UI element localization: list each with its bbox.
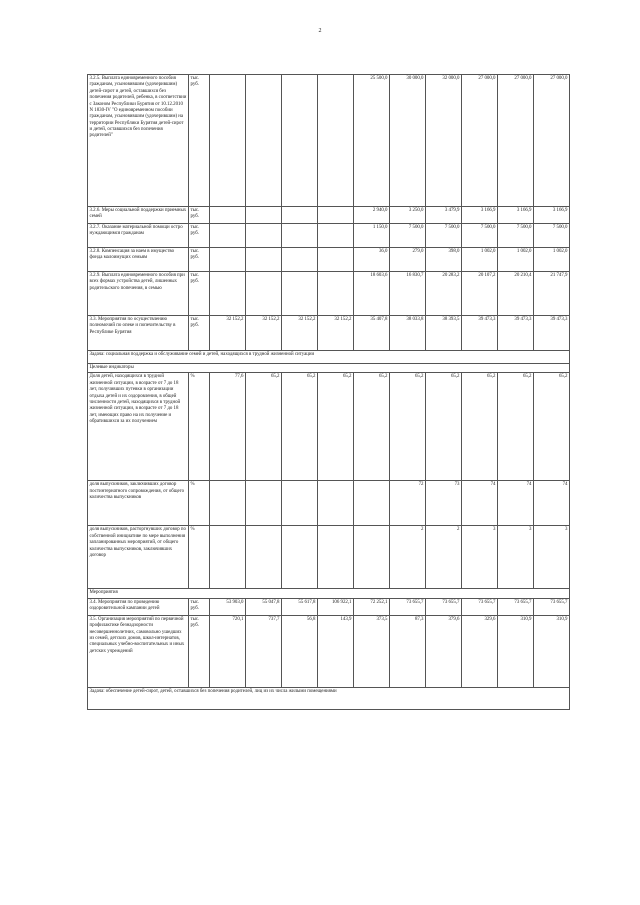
value-cell: 32 000,0 [426, 75, 462, 207]
value-cell: 65,2 [426, 373, 462, 481]
value-cell: 73 655,7 [426, 598, 462, 615]
indicator-name: Доля детей, находящихся в трудной жизненной ситуации, в возрасте от 7 до 18 лет, получивших путевки в организации отдыха детей и их оздоровления, в общей численности детей, находящихся в трудной жизненной ситуации, в возрасте от 7 до 18 лет, имеющих право на их получение и обратившихся за их получением [88, 373, 189, 481]
table-row [88, 75, 570, 207]
value-cell [354, 481, 390, 526]
value-cell [282, 224, 318, 248]
indicator-name: 3.5. Организация мероприятий по первичной профилактике безнадзорности несовершеннолетних, самовольно ушедших из семей, детских домов, школ-интернатов, специальных учебно-воспитательных и иных детских учреждений [88, 615, 189, 687]
value-cell: 73 655,7 [534, 598, 570, 615]
value-cell: 20 210,4 [498, 272, 534, 316]
indicator-name: 3.2.6. Меры социальной поддержки приемных семей [88, 207, 189, 224]
value-cell: 25 500,0 [354, 75, 390, 207]
table-row [88, 224, 570, 248]
indicator-name: 3.2.5. Выплата единовременного пособия гражданам, усыновившим (удочерившим) детей-сирот и детей, оставшихся без попечения родителей, ребенка, в соответствии с Законом Республики Бурятия от 10.12.2010 N 1830-IV "О единовременном пособии гражданам, усыновившим (удочерившим) на территории Республики Бурятия детей-сирот и детей, оставшихся без попечения родителей" [88, 75, 189, 207]
table-row [88, 615, 570, 687]
section-title: Целевые индикаторы [88, 364, 570, 373]
section-row [88, 687, 570, 709]
value-cell: 3 479,9 [426, 207, 462, 224]
value-cell: 18 603,6 [354, 272, 390, 316]
value-cell: 55 617,8 [282, 598, 318, 615]
unit: тыс. руб. [189, 615, 210, 687]
value-cell [246, 248, 282, 272]
table-row [88, 272, 570, 316]
value-cell: 7 500,0 [534, 224, 570, 248]
value-cell [246, 207, 282, 224]
indicator-name: 3.2.9. Выплата единовременного пособия при всех формах устройства детей, лишенных родительского попечения, в семью [88, 272, 189, 316]
value-cell: 3 [534, 526, 570, 589]
value-cell: 7 500,0 [498, 224, 534, 248]
section-row [88, 589, 570, 598]
value-cell [318, 272, 354, 316]
value-cell: 3 250,0 [390, 207, 426, 224]
unit: % [189, 481, 210, 526]
value-cell: 3 [462, 526, 498, 589]
value-cell [246, 75, 282, 207]
value-cell [210, 526, 246, 589]
value-cell: 1 002,0 [534, 248, 570, 272]
table-row [88, 598, 570, 615]
value-cell: 32 152,2 [246, 316, 282, 351]
section-title: Задача: обеспечение детей-сирот, детей, оставшихся без попечения родителей, лиц из их числа жилыми помещениями [88, 687, 570, 709]
section-title: Мероприятия [88, 589, 570, 598]
value-cell: 73 [426, 481, 462, 526]
value-cell: 3 166,9 [534, 207, 570, 224]
value-cell: 39 473,3 [498, 316, 534, 351]
unit: % [189, 526, 210, 589]
value-cell: 3 166,9 [498, 207, 534, 224]
table-row [88, 526, 570, 589]
value-cell [210, 272, 246, 316]
value-cell [318, 481, 354, 526]
value-cell: 3 [498, 526, 534, 589]
value-cell: 30 000,0 [390, 75, 426, 207]
indicator-name: 3.2.8. Компенсация за наем в имущество фонда малоимущих семьям [88, 248, 189, 272]
value-cell [210, 207, 246, 224]
value-cell: 106 922,1 [318, 598, 354, 615]
value-cell [210, 248, 246, 272]
value-cell: 21 747,9 [534, 272, 570, 316]
value-cell: 65,2 [534, 373, 570, 481]
value-cell: 32 152,2 [282, 316, 318, 351]
value-cell: 143,9 [318, 615, 354, 687]
value-cell [318, 224, 354, 248]
value-cell: 55 047,8 [246, 598, 282, 615]
indicator-name: 3.2.7. Оказание материальной помощи остро нуждающимся гражданам [88, 224, 189, 248]
program-table [87, 74, 570, 710]
value-cell: 32 152,2 [210, 316, 246, 351]
value-cell: 310,9 [498, 615, 534, 687]
unit: тыс. руб. [189, 207, 210, 224]
value-cell [318, 75, 354, 207]
value-cell: 77,6 [210, 373, 246, 481]
value-cell: 38 033,8 [390, 316, 426, 351]
value-cell: 2 [390, 526, 426, 589]
value-cell: 2 [426, 526, 462, 589]
value-cell [246, 526, 282, 589]
section-row [88, 364, 570, 373]
unit: тыс. руб. [189, 598, 210, 615]
value-cell: 65,2 [462, 373, 498, 481]
unit: % [189, 373, 210, 481]
table-row [88, 481, 570, 526]
value-cell: 65,2 [498, 373, 534, 481]
indicator-name: 3.4. Мероприятия по проведению оздоровительной кампании детей [88, 598, 189, 615]
value-cell: 20 283,2 [426, 272, 462, 316]
value-cell: 53 903,0 [210, 598, 246, 615]
value-cell: 39 473,3 [462, 316, 498, 351]
value-cell [246, 224, 282, 248]
value-cell: 373,5 [354, 615, 390, 687]
unit: тыс. руб. [189, 75, 210, 207]
value-cell: 7 500,0 [462, 224, 498, 248]
table-row [88, 316, 570, 351]
value-cell: 16 830,7 [390, 272, 426, 316]
value-cell: 74 [534, 481, 570, 526]
value-cell: 1 002,0 [498, 248, 534, 272]
value-cell: 65,2 [390, 373, 426, 481]
value-cell [210, 481, 246, 526]
value-cell: 38 393,5 [426, 316, 462, 351]
unit: тыс. руб. [189, 272, 210, 316]
value-cell: 35 407,8 [354, 316, 390, 351]
value-cell: 87,3 [390, 615, 426, 687]
unit: тыс. руб. [189, 316, 210, 351]
value-cell: 20 107,2 [462, 272, 498, 316]
value-cell: 65,2 [246, 373, 282, 481]
value-cell [354, 526, 390, 589]
value-cell: 32 152,2 [318, 316, 354, 351]
unit: тыс. руб. [189, 248, 210, 272]
value-cell: 73 655,7 [390, 598, 426, 615]
table-row [88, 248, 570, 272]
value-cell: 72 252,1 [354, 598, 390, 615]
value-cell: 74 [498, 481, 534, 526]
value-cell: 27 000,0 [498, 75, 534, 207]
value-cell: 279,0 [390, 248, 426, 272]
value-cell: 310,9 [534, 615, 570, 687]
value-cell [282, 526, 318, 589]
value-cell: 73 655,7 [498, 598, 534, 615]
value-cell: 1 002,0 [462, 248, 498, 272]
value-cell: 379,6 [426, 615, 462, 687]
unit: тыс. руб. [189, 224, 210, 248]
indicator-name: 3.3. Мероприятия по осуществлению полномочий по опеке и попечительству в Республике Бурятия [88, 316, 189, 351]
section-title: Задача: социальная поддержка и обслуживание семей и детей, находящихся в трудной жизненной ситуации [88, 351, 570, 364]
value-cell [210, 75, 246, 207]
value-cell [282, 207, 318, 224]
value-cell: 56,8 [282, 615, 318, 687]
value-cell [210, 224, 246, 248]
value-cell [318, 207, 354, 224]
table-row [88, 373, 570, 481]
value-cell [282, 481, 318, 526]
value-cell [282, 75, 318, 207]
value-cell [246, 272, 282, 316]
value-cell [282, 272, 318, 316]
value-cell [282, 248, 318, 272]
value-cell: 737,7 [246, 615, 282, 687]
value-cell: 73 655,7 [462, 598, 498, 615]
value-cell: 7 500,0 [390, 224, 426, 248]
value-cell: 74 [462, 481, 498, 526]
value-cell: 27 000,0 [462, 75, 498, 207]
table-row [88, 207, 570, 224]
value-cell: 3 166,9 [462, 207, 498, 224]
indicator-name: доля выпускников, расторгнувших договор по собственной инициативе по мере выполнения запланированных мероприятий, от общего количества выпускников, заключивших договор [88, 526, 189, 589]
section-row [88, 351, 570, 364]
value-cell: 65,2 [354, 373, 390, 481]
value-cell [318, 526, 354, 589]
value-cell: 72 [390, 481, 426, 526]
value-cell: 1 150,0 [354, 224, 390, 248]
value-cell: 27 000,0 [534, 75, 570, 207]
value-cell: 65,2 [318, 373, 354, 481]
value-cell: 2 940,0 [354, 207, 390, 224]
page-number: 2 [318, 28, 322, 34]
indicator-name: доля выпускников, заключивших договор постинтернатного сопровождения, от общего количества выпускников [88, 481, 189, 526]
value-cell: 65,2 [282, 373, 318, 481]
value-cell: 398,0 [426, 248, 462, 272]
value-cell [318, 248, 354, 272]
value-cell: 39 473,3 [534, 316, 570, 351]
value-cell [246, 481, 282, 526]
value-cell: 329,6 [462, 615, 498, 687]
value-cell: 7 500,0 [426, 224, 462, 248]
value-cell: 720,1 [210, 615, 246, 687]
value-cell: 36,0 [354, 248, 390, 272]
